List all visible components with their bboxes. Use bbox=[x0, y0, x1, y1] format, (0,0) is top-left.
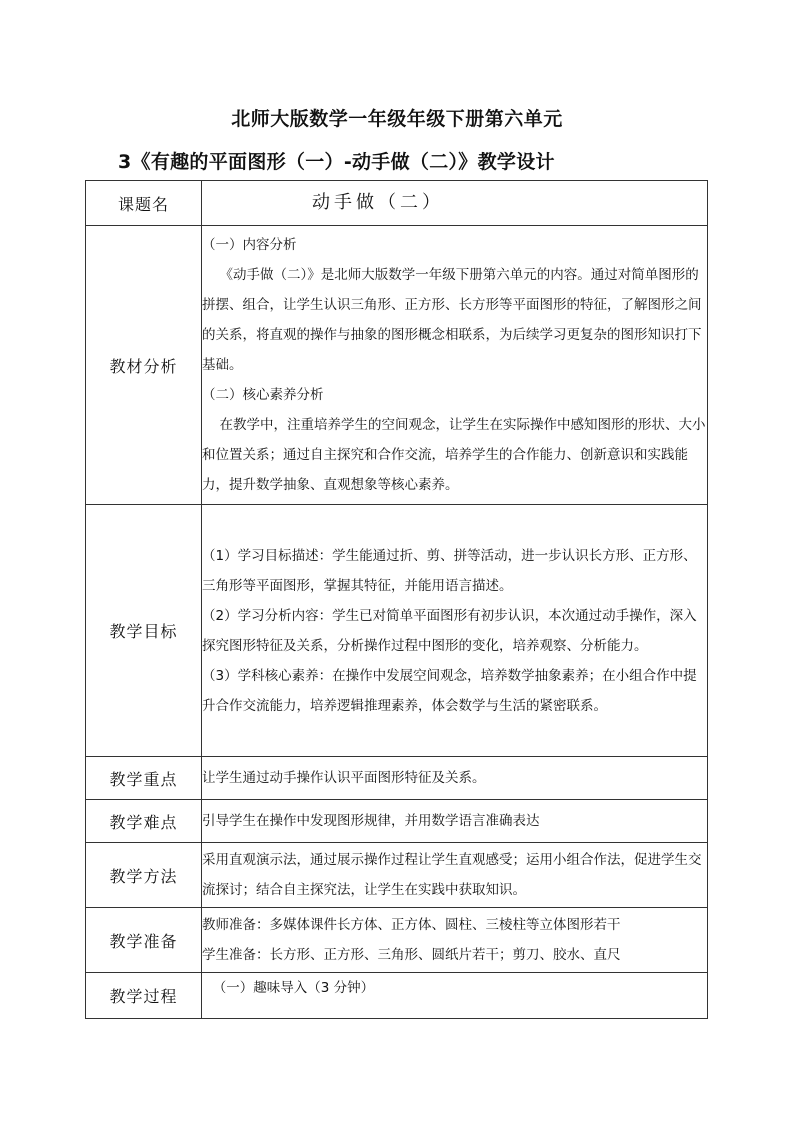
row-preparation bbox=[86, 908, 708, 973]
value-difficulty: 引导学生在操作中发现图形规律，并用数学语言准确表达 bbox=[202, 800, 708, 843]
prep-teacher: 教师准备：多媒体课件长方体、正方体、圆柱、三棱柱等立体图形若干 bbox=[202, 917, 621, 933]
analysis-paragraph-2: 在教学中，注重培养学生的空间观念，让学生在实际操作中感知图形的形状、大小和位置关系；通过自主探究和合作交流，培养学生的合作能力、创新意识和实践能力，提升数学抽象、直观想象等核心素养。 bbox=[202, 417, 706, 493]
topic-name: 动手做（二） bbox=[312, 191, 444, 213]
label-analysis: 教材分析 bbox=[86, 226, 202, 505]
label-key-point: 教学重点 bbox=[86, 757, 202, 800]
row-analysis bbox=[86, 226, 708, 505]
label-topic: 课题名 bbox=[86, 181, 202, 226]
row-method bbox=[86, 843, 708, 908]
process-step-1: （一）趣味导入（3 分钟） bbox=[212, 980, 375, 996]
goal-3: （3）学科核心素养：在操作中发展空间观念，培养数学抽象素养；在小组合作中提升合作交流能力，培养逻辑推理素养，体会数学与生活的紧密联系。 bbox=[202, 667, 697, 714]
value-analysis bbox=[202, 226, 708, 505]
prep-student: 学生准备：长方形、正方形、三角形、圆纸片若干；剪刀、胶水、直尺 bbox=[202, 947, 621, 963]
row-process bbox=[86, 973, 708, 1019]
document-title: 北师大版数学一年级年级下册第六单元 bbox=[231, 108, 563, 130]
row-topic bbox=[86, 181, 708, 226]
value-goals bbox=[202, 505, 708, 757]
label-process: 教学过程 bbox=[86, 973, 202, 1019]
label-preparation: 教学准备 bbox=[86, 908, 202, 973]
value-key-point: 让学生通过动手操作认识平面图形特征及关系。 bbox=[202, 757, 708, 800]
row-key-point bbox=[86, 757, 708, 800]
value-process bbox=[202, 973, 708, 1019]
label-difficulty: 教学难点 bbox=[86, 800, 202, 843]
label-method: 教学方法 bbox=[86, 843, 202, 908]
row-goals bbox=[86, 505, 708, 757]
value-topic bbox=[202, 181, 708, 226]
analysis-heading-1: （一）内容分析 bbox=[202, 237, 297, 253]
document-subtitle: 3《有趣的平面图形（一）-动手做（二）》教学设计 bbox=[118, 151, 555, 173]
row-difficulty bbox=[86, 800, 708, 843]
analysis-paragraph-1: 《动手做（二）》是北师大版数学一年级下册第六单元的内容。通过对简单图形的拼摆、组合，让学生认识三角形、正方形、长方形等平面图形的特征，了解图形之间的关系，将直观的操作与抽象的图形概念相联系，为后续学习更复杂的图形知识打下基础。 bbox=[202, 267, 702, 373]
lesson-plan-table bbox=[85, 180, 708, 1019]
goal-1: （1）学习目标描述：学生能通过折、剪、拼等活动，进一步认识长方形、正方形、三角形等平面图形，掌握其特征，并能用语言描述。 bbox=[202, 547, 697, 594]
analysis-heading-2: （二）核心素养分析 bbox=[202, 387, 324, 403]
label-goals: 教学目标 bbox=[86, 505, 202, 757]
value-method: 采用直观演示法，通过展示操作过程让学生直观感受；运用小组合作法，促进学生交流探讨；结合自主探究法，让学生在实践中获取知识。 bbox=[202, 843, 708, 908]
goal-2: （2）学习分析内容：学生已对简单平面图形有初步认识，本次通过动手操作，深入探究图形特征及关系，分析操作过程中图形的变化，培养观察、分析能力。 bbox=[202, 607, 697, 654]
value-preparation bbox=[202, 908, 708, 973]
